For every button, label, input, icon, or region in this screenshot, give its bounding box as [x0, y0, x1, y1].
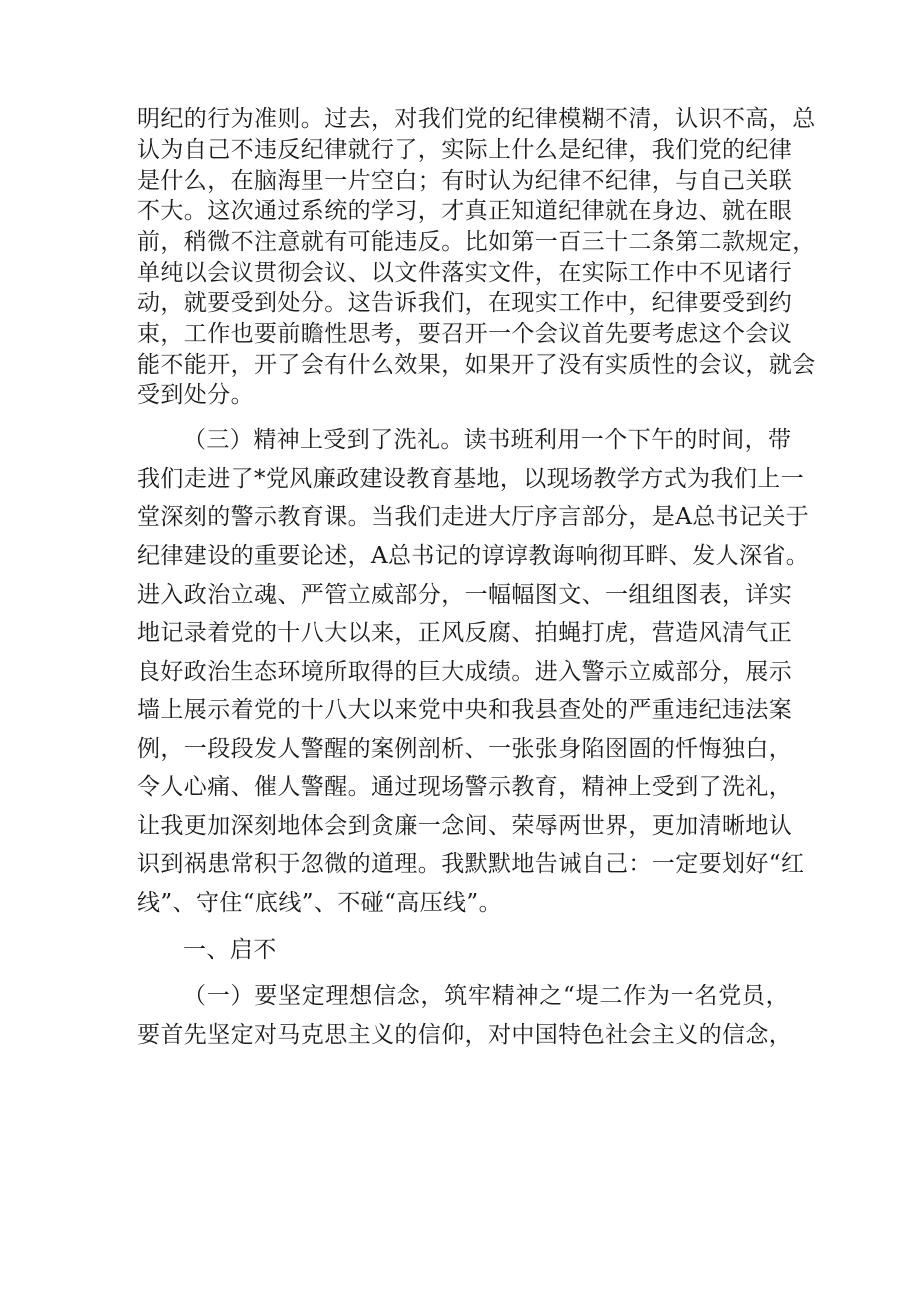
text-line: 良好政治生态环境所取得的巨大成绩。进入警示立威部分，展示 [137, 659, 793, 685]
text-line: 让我更加深刻地体会到贪廉一念间、荣辱两世界，更加清晰地认 [137, 813, 793, 839]
text-line: （三）精神上受到了洗礼。读书班利用一个下午的时间，带 [183, 427, 792, 453]
text-line: 墙上展示着党的十八大以来党中央和我县查处的严重违纪违法案 [137, 697, 793, 723]
text-line: 我们走进了*党风廉政建设教育基地，以现场教学方式为我们上一 [137, 466, 805, 492]
text-line: 单纯以会议贯彻会议、以文件落实文件，在实际工作中不见诸行 [137, 260, 793, 286]
text-line: 要首先坚定对马克思主义的信仰，对中国特色社会主义的信念， [137, 1022, 793, 1048]
text-line: 能不能开，开了会有什么效果，如果开了没有实质性的会议，就会 [137, 352, 816, 378]
text-line: 受到处分。 [137, 382, 254, 408]
text-line: 令人心痛、催人警醒。通过现场警示教育，精神上受到了洗礼， [137, 774, 793, 800]
text-line: 不大。这次通过系统的学习，才真正知道纪律就在身边、就在眼 [137, 198, 793, 224]
text-line: 认为自己不违反纪律就行了，实际上什么是纪律，我们党的纪律 [137, 137, 793, 163]
text-line: 纪律建设的重要论述，A总书记的谆谆教诲响彻耳畔、发人深省。 [137, 543, 810, 569]
text-line: 是什么，在脑海里一片空白；有时认为纪律不纪律，与自己关联 [137, 168, 793, 194]
text-line: 进入政治立魂、严管立威部分，一幅幅图文、一组组图表，详实 [137, 582, 793, 608]
text-line: 例，一段段发人警醒的案例剖析、一张张身陷囹圄的忏悔独白， [137, 736, 793, 762]
text-line: 动，就要受到处分。这告诉我们，在现实工作中，纪律要受到约 [137, 290, 793, 316]
text-line: 堂深刻的警示教育课。当我们走进大厅序言部分，是A总书记关于 [137, 504, 810, 530]
text-line: （一）要坚定理想信念，筑牢精神之“堤二作为一名党员， [183, 983, 789, 1009]
section-heading: 一、启不 [183, 937, 277, 963]
text-line: 束，工作也要前瞻性思考，要召开一个会议首先要考虑这个会议 [137, 321, 793, 347]
text-line: 明纪的行为准则。过去，对我们党的纪律模糊不清，认识不高，总 [137, 106, 816, 132]
text-line: 地记录着党的十八大以来，正风反腐、拍蝇打虎，营造风清气正 [137, 620, 793, 646]
text-line: 线”、守住“底线”、不碰“高压线”。 [137, 890, 502, 916]
text-line: 识到祸患常积于忽微的道理。我默默地告诫自己：一定要划好“红 [137, 851, 805, 877]
text-line: 前，稍微不注意就有可能违反。比如第一百三十二条第二款规定， [137, 229, 816, 255]
